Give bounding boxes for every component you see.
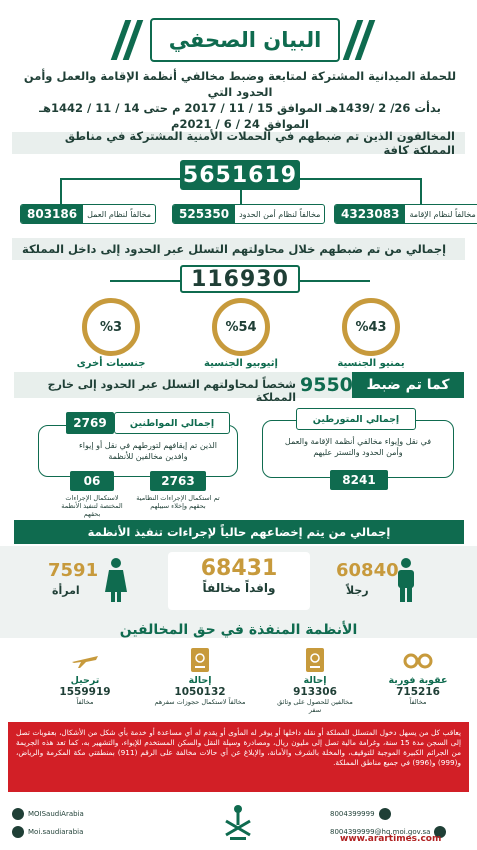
other-pct: %3 [99,319,123,335]
border-label: مخالفاً لنظام أمن الحدود [239,209,321,219]
phone-row [330,808,446,820]
page-title: البيان الصحفي [168,28,322,52]
phone-number[interactable]: 8004399999 [330,810,375,818]
citizens-total: 2769 [66,412,114,434]
residency-value: 4323083 [335,205,405,223]
ethiopian-label: إثيوبيو الجنسية [204,358,278,369]
penalty-value: 1559919 [59,686,111,698]
warning-text: يعاقب كل من يسهل دخول المتسلل للمملكة أو نقله داخلها أو يوفر له المأوى أو يقدم له أي مساعدة أو خدمة بأي شكل من الأشكال، بعقوبات تصل إلى السجن مدة 15 سنة، وغرامة مالية تصل إلى مليون ريال، ومصادرة وسيلة النقل والسكن المستخدم للإيواء، والتشهير به، كما تعد هذه الجريمة من الجرائم الكبيرة الموجبة للتوقيف، والمخلة بالشرف والأمانة، والإبلاغ عن أي حالات مخالفة على الرقم (911) بمنطقتي مكة المكرمة والرياض، و(999) و(996) في جميع مناطق المملكة. [16,728,461,767]
enforcement-heading: إجمالي من يتم إخضاعهم حالياً لإجراءات تنفيذ الأنظمة [87,525,391,539]
infiltration-in-heading: إجمالي من تم ضبطهم خلال محاولتهم التسلل عبر الحدود إلى داخل المملكة [22,242,447,256]
connector-line [240,190,242,204]
enforcement-heading-bar [14,520,464,544]
women-value: 7591 [48,560,99,581]
involved-desc: في نقل وإيواء مخالفي أنظمة الإقامة والعمل وأمن الحدود والتستر عليهم [284,437,432,457]
handcuffs-icon [403,645,433,675]
ministry-emblem-icon [218,803,258,843]
penalty-sub: مخالفاً لاستكمال حجوزات سفرهم [154,698,246,706]
other-pct-ring [82,298,140,356]
intro-line-1: للحملة الميدانية المشتركة لمتابعة وضبط مخالفي أنظمة الإقامة والعمل وأمن الحدود التي [23,69,457,99]
penalty-value: 913306 [293,686,337,698]
citizens-desc: الذين تم إيقافهم لتورطهم في نقل أو إيواء وافدين مخالفين للأنظمة [79,441,217,461]
women-label: امرأة [52,584,80,597]
email-address[interactable]: 8004399999@hq.moi.gov.sa [330,828,431,836]
title-slash-right [350,20,368,60]
connector-line [60,178,62,204]
yemeni-label: يمنيو الجنسية [337,358,405,369]
phone-icon [379,808,391,820]
residency-label: مخالفاً لنظام الإقامة [409,209,476,219]
website-row [12,826,84,838]
connector-line [60,178,180,180]
violators-heading-bar [12,129,465,157]
intro-line-2: بدأت 26/ 2 /1439هـ الموافق 15 / 11 / 2017 م حتى 14 / 11 / 1442هـ الموافق 24 / 6 / 2021م [39,101,441,131]
penalty-sub: مخالفاً [76,698,94,706]
globe-icon [12,826,24,838]
enforcement-total: 68431 [200,556,278,581]
men-value: 60840 [336,560,399,581]
border-violators [172,204,325,224]
citizens-title: إجمالي المواطنين [114,412,230,434]
connector-line [110,280,180,282]
involved-title: إجمالي المتورطين [296,408,416,430]
penalty-value: 715216 [396,686,440,698]
airplane-icon [70,645,100,675]
website-link[interactable]: Moi.saudiarabia [28,828,84,836]
connector-line [300,280,370,282]
infiltration-in-total: 116930 [180,265,300,293]
footer-social [12,808,84,838]
infiltration-out-text: شخصاً لمحاولتهم التسلل عبر الحدود إلى خارج المملكة [47,378,296,404]
labor-label: مخالفاً لنظام العمل [87,209,152,219]
infiltration-in-heading-bar [12,238,465,260]
twitter-row [12,808,84,820]
penalty-label: عقوبة فورية [388,675,448,686]
labor-violators [20,204,156,224]
warning-box [8,722,469,792]
connector-line [420,178,422,204]
border-value: 525350 [173,205,235,223]
labor-value: 803186 [21,205,83,223]
penalty-deportation [40,645,130,706]
penalties-heading: الأنظمة المنفذة في حق المخالفين [119,622,358,638]
penalty-label: إحالة [188,675,212,686]
citizens-pending-value: 06 [70,471,114,491]
involved-value: 8241 [330,470,388,490]
penalty-immediate [378,645,458,706]
yemeni-pct: %43 [355,319,387,335]
penalty-label: إحالة [303,675,327,686]
title-slash-left [118,20,136,60]
penalty-travel-docs [270,645,360,714]
penalty-sub: مخالفاً [409,698,427,706]
ethiopian-pct: %54 [225,319,257,335]
intro-text [20,68,460,132]
penalty-sub: مخالفين للحصول على وثائق سفر [277,698,353,714]
violators-total: 5651619 [180,160,300,190]
infiltration-out-count: 9550 [300,374,353,396]
document-icon [185,645,215,675]
other-label: جنسيات أخرى [76,358,146,369]
twitter-handle[interactable]: MOISaudiArabia [28,810,84,818]
connector-line [300,178,420,180]
watermark: www.arartimes.com [340,834,442,844]
woman-icon [104,558,128,606]
kama-label: كما تم ضبط [352,372,464,398]
penalty-booking [150,645,250,706]
enforcement-total-card [168,552,310,610]
residency-violators [334,204,477,224]
ethiopian-pct-ring [212,298,270,356]
citizens-completed-label: تم استكمال الإجراءات النظامية بحقهم وإخلاء سبيلهم [136,494,220,510]
twitter-icon [12,808,24,820]
yemeni-pct-ring [342,298,400,356]
citizens-completed-value: 2763 [150,471,206,491]
men-label: رجلاً [346,584,369,597]
page-title-box [150,18,340,62]
enforcement-total-label: وافداً مخالفاً [202,581,276,595]
penalty-label: ترحيل [70,675,100,686]
passport-icon [300,645,330,675]
citizens-pending-label: لاستكمال الإجراءات المختصة لتنفيذ الأنظمة بحقهم [61,494,123,518]
penalty-value: 1050132 [174,686,226,698]
violators-heading: المخالفون الذين تم ضبطهم في الحملات الأمنية المشتركة في مناطق المملكة كافة [64,129,455,157]
